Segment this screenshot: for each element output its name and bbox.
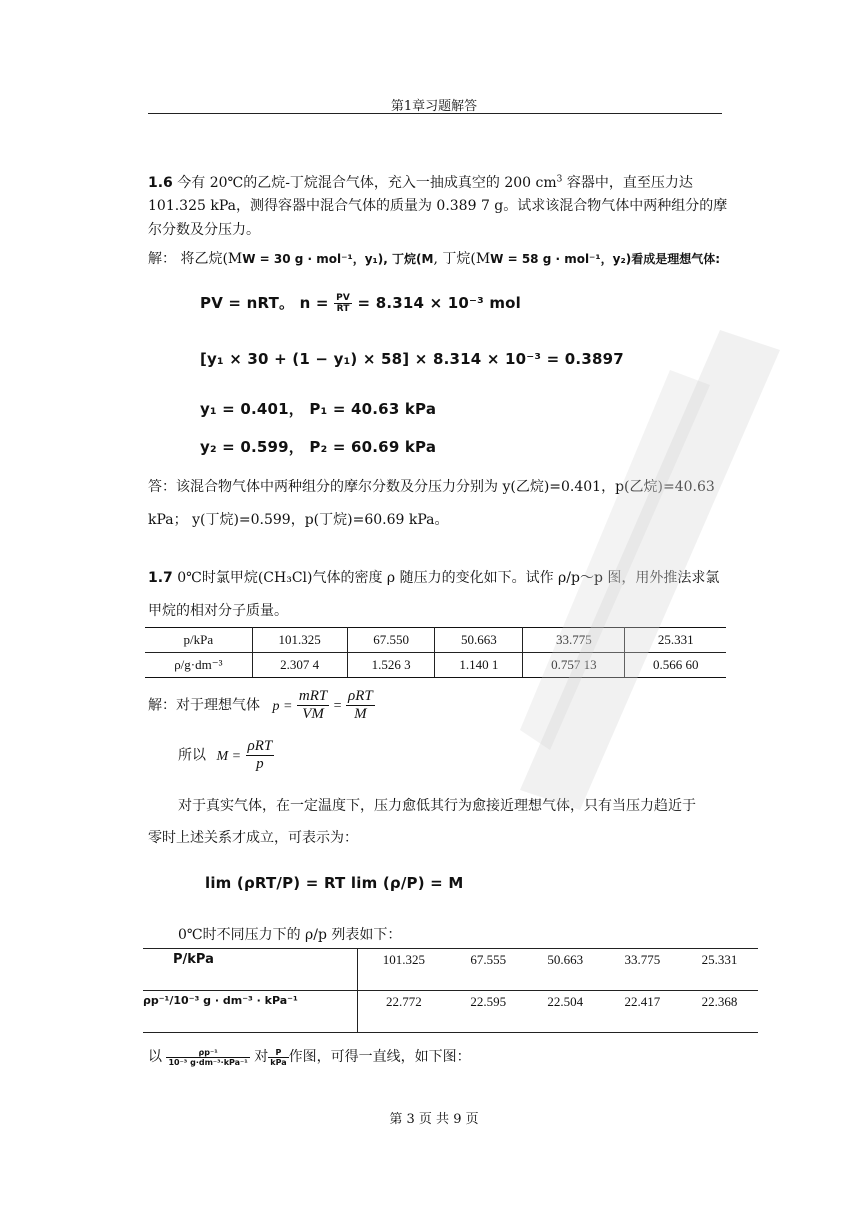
table-cell: 67.550	[347, 628, 435, 653]
text: 作图，可得一直线，如下图：	[288, 1049, 471, 1065]
page-footer: 第 3 页 共 9 页	[389, 1112, 479, 1127]
table-cell: 0.757 13	[523, 653, 625, 678]
table-cell: 25.331	[625, 628, 726, 653]
text: 以	[148, 1049, 162, 1065]
text: W = 58 g · mol⁻¹，y₂)看成是理想气体:	[490, 252, 721, 266]
text: 0℃时氯甲烷(CH₃Cl)气体的密度 ρ 随压力的变化如下。试作 ρ/p～p 图，用外推法求氯	[172, 570, 720, 586]
solution-1-7-M	[178, 738, 274, 773]
numerator: mRT	[298, 688, 328, 704]
table-cell: 67.555	[450, 949, 527, 991]
denominator: p	[256, 756, 264, 772]
equation-limit: lim (ρRT/P) = RT lim (ρ/P) = M	[205, 874, 464, 892]
numerator: ρp⁻¹	[166, 1048, 249, 1058]
fraction	[166, 1048, 249, 1067]
text: 对	[254, 1049, 269, 1065]
text: W = 30 g · mol⁻¹，y₁), 丁烷(M	[242, 252, 434, 266]
table-cell: P/kPa	[143, 949, 358, 991]
table-cell: 33.775	[604, 949, 681, 991]
table-cell: 22.772	[358, 991, 450, 1033]
equation-y2: y₂ = 0.599， P₂ = 60.69 kPa	[200, 438, 437, 456]
table-row	[145, 628, 726, 653]
fraction	[346, 688, 375, 723]
table-cell: 22.595	[450, 991, 527, 1033]
paragraph-real-gas-1: 对于真实气体，在一定温度下，压力愈低其行为愈接近理想气体，只有当压力趋近于	[178, 798, 696, 814]
problem-1-7-line1	[148, 567, 719, 587]
numerator: ρRT	[348, 688, 373, 704]
answer-line1: 答：该混合物气体中两种组分的摩尔分数及分压力分别为 y(乙烷)=0.401，p(乙烷)=40.63	[148, 479, 715, 495]
rho-over-p-table	[143, 948, 758, 1033]
denominator: VM	[302, 706, 324, 722]
text: PV = nRT。 n =	[200, 294, 335, 312]
text: = 8.314 × 10⁻³ mol	[352, 294, 522, 312]
page-header: 第1章习题解答	[390, 99, 478, 114]
numerator: ρRT	[247, 738, 273, 754]
table-cell: 101.325	[252, 628, 347, 653]
table-cell: 22.504	[527, 991, 604, 1033]
table-cell: 33.775	[523, 628, 625, 653]
table-row	[143, 991, 758, 1033]
table-row	[145, 653, 726, 678]
text: 今有 20℃的乙烷-丁烷混合气体，充入一抽成真空的 200 cm	[172, 175, 557, 191]
equation-mass: [y₁ × 30 + (1 − y₁) × 58] × 8.314 × 10⁻³ = 0.3897	[200, 350, 624, 368]
answer-line2: kPa； y(丁烷)=0.599，p(丁烷)=60.69 kPa。	[148, 512, 449, 528]
table-cell: p/kPa	[145, 628, 252, 653]
table-cell: 101.325	[358, 949, 450, 991]
problem-number: 1.7	[148, 570, 173, 586]
fraction	[246, 738, 275, 773]
paragraph-real-gas-2: 零时上述关系才成立，可表示为：	[148, 830, 358, 846]
problem-1-6-line2: 101.325 kPa，测得容器中混合气体的质量为 0.389 7 g。试求该混合物气体中两种组分的摩	[148, 198, 728, 214]
table-cell: ρp⁻¹/10⁻³ g · dm⁻³ · kPa⁻¹	[143, 991, 358, 1033]
text: 解： 将乙烷(M	[148, 251, 243, 267]
fraction	[268, 1048, 288, 1067]
table-cell: ρ/g·dm⁻³	[145, 653, 252, 678]
text: M =	[216, 748, 242, 764]
text: 解：对于理想气体	[148, 697, 260, 714]
text: p =	[272, 698, 293, 714]
plot-instruction	[148, 1046, 471, 1067]
problem-1-6-line3: 尔分数及分压力。	[148, 222, 260, 238]
problem-1-6-line1	[148, 172, 693, 192]
numerator: PV	[336, 293, 351, 303]
text: , 丁烷(M	[433, 251, 491, 267]
table-cell: 2.307 4	[252, 653, 347, 678]
table-cell: 50.663	[435, 628, 523, 653]
fraction	[334, 293, 352, 314]
density-table	[145, 627, 726, 678]
fraction	[297, 688, 329, 723]
table-cell: 50.663	[527, 949, 604, 991]
problem-number: 1.6	[148, 175, 173, 191]
table-cell: 0.566 60	[625, 653, 726, 678]
equation-y1: y₁ = 0.401， P₁ = 40.63 kPa	[200, 400, 437, 418]
denominator: RT	[336, 304, 350, 314]
denominator: M	[354, 706, 367, 722]
header-rule	[148, 113, 722, 114]
table-cell: 25.331	[681, 949, 758, 991]
numerator: P	[268, 1048, 288, 1058]
denominator: kPa	[270, 1057, 287, 1067]
table-cell: 1.526 3	[347, 653, 435, 678]
table-row	[143, 949, 758, 991]
solution-1-7-ideal	[148, 688, 375, 723]
list-intro: 0℃时不同压力下的 ρ/p 列表如下：	[178, 927, 402, 943]
text: 容器中，直至压力达	[562, 175, 693, 191]
table-cell: 22.368	[681, 991, 758, 1033]
table-cell: 1.140 1	[435, 653, 523, 678]
text: =	[333, 698, 342, 714]
problem-1-7-line2: 甲烷的相对分子质量。	[148, 603, 288, 619]
table-cell: 22.417	[604, 991, 681, 1033]
equation-pv-nrt	[200, 292, 521, 314]
text: 所以	[178, 747, 206, 764]
solution-1-6-intro	[148, 248, 720, 268]
denominator: 10⁻³ g·dm⁻³·kPa⁻¹	[168, 1057, 248, 1067]
superscript: 3	[556, 174, 563, 185]
